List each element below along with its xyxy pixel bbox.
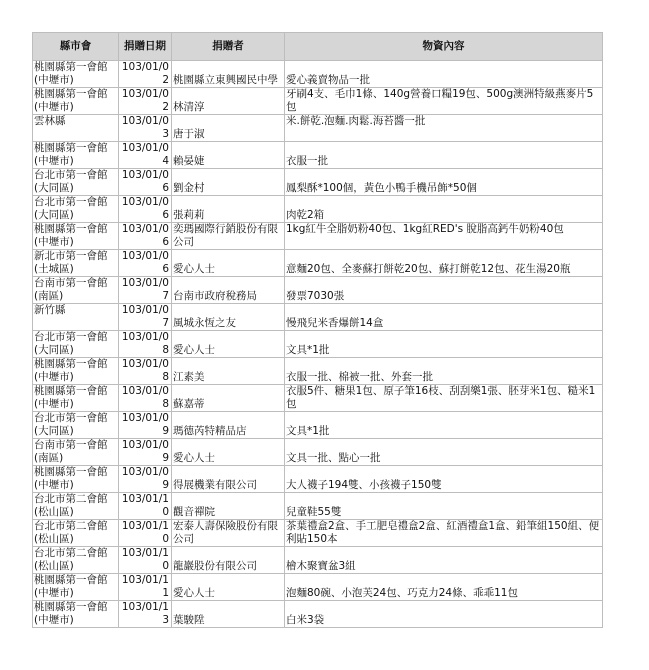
donor-cell: 奕瑪國際行銷股份有限公司 — [172, 223, 285, 250]
table-row — [33, 115, 603, 142]
date-cell: 103/01/07 — [119, 277, 172, 304]
location-cell: 雲林縣 — [33, 115, 119, 142]
location-cell: 桃園縣第一會館 (中壢市) — [33, 601, 119, 628]
date-cell: 103/01/06 — [119, 169, 172, 196]
table-row — [33, 412, 603, 439]
items-cell: 白米3袋 — [285, 601, 603, 628]
items-cell: 文具*1批 — [285, 331, 603, 358]
table-row — [33, 466, 603, 493]
table-row — [33, 250, 603, 277]
location-cell: 新竹縣 — [33, 304, 119, 331]
items-cell: 大人襪子194雙、小孩襪子150雙 — [285, 466, 603, 493]
location-cell: 桃園縣第一會館 (中壢市) — [33, 61, 119, 88]
table-row — [33, 196, 603, 223]
location-cell: 桃園縣第一會館 (中壢市) — [33, 223, 119, 250]
donor-cell: 桃園縣立東興國民中學 — [172, 61, 285, 88]
date-cell: 103/01/06 — [119, 250, 172, 277]
donor-cell: 台南市政府稅務局 — [172, 277, 285, 304]
table-row — [33, 169, 603, 196]
donor-cell: 瑪德芮特精品店 — [172, 412, 285, 439]
table-row — [33, 493, 603, 520]
location-cell: 台北市第一會館 (大同區) — [33, 169, 119, 196]
table-row — [33, 439, 603, 466]
items-cell: 檜木聚寶盆3組 — [285, 547, 603, 574]
location-cell: 台北市第一會館 (大同區) — [33, 196, 119, 223]
header-row — [33, 33, 603, 61]
date-cell: 103/01/11 — [119, 574, 172, 601]
date-cell: 103/01/02 — [119, 61, 172, 88]
date-cell: 103/01/02 — [119, 88, 172, 115]
date-cell: 103/01/06 — [119, 196, 172, 223]
items-cell: 衣服一批 — [285, 142, 603, 169]
donation-table — [32, 32, 603, 628]
items-cell: 1kg紅牛全脂奶粉40包、1kg紅RED's 脫脂高鈣牛奶粉40包 — [285, 223, 603, 250]
table-row — [33, 223, 603, 250]
date-cell: 103/01/09 — [119, 412, 172, 439]
location-cell: 新北市第一會館 (土城區) — [33, 250, 119, 277]
items-cell: 茶葉禮盒2盒、手工肥皂禮盒2盒、紅酒禮盒1盒、鉛筆組150組、便利貼150本 — [285, 520, 603, 547]
header-date: 捐贈日期 — [119, 33, 172, 61]
header-items: 物資內容 — [285, 33, 603, 61]
items-cell: 文具一批、點心一批 — [285, 439, 603, 466]
location-cell: 台北市第二會館 (松山區) — [33, 547, 119, 574]
date-cell: 103/01/08 — [119, 331, 172, 358]
items-cell: 文具*1批 — [285, 412, 603, 439]
donor-cell: 龍巖股份有限公司 — [172, 547, 285, 574]
date-cell: 103/01/09 — [119, 466, 172, 493]
header-location: 縣市會 — [33, 33, 119, 61]
date-cell: 103/01/10 — [119, 520, 172, 547]
date-cell: 103/01/09 — [119, 439, 172, 466]
date-cell: 103/01/10 — [119, 493, 172, 520]
table-row — [33, 574, 603, 601]
donor-cell: 愛心人士 — [172, 250, 285, 277]
items-cell: 發票7030張 — [285, 277, 603, 304]
date-cell: 103/01/06 — [119, 223, 172, 250]
donor-cell: 得展機業有限公司 — [172, 466, 285, 493]
table-row — [33, 88, 603, 115]
donor-cell: 愛心人士 — [172, 331, 285, 358]
table-row — [33, 142, 603, 169]
location-cell: 台南市第一會館 (南區) — [33, 439, 119, 466]
table-row — [33, 520, 603, 547]
items-cell: 肉乾2箱 — [285, 196, 603, 223]
table-row — [33, 304, 603, 331]
table-row — [33, 547, 603, 574]
date-cell: 103/01/07 — [119, 304, 172, 331]
location-cell: 台北市第二會館 (松山區) — [33, 520, 119, 547]
donor-cell: 劉金村 — [172, 169, 285, 196]
date-cell: 103/01/10 — [119, 547, 172, 574]
location-cell: 台北市第一會館 (大同區) — [33, 331, 119, 358]
donor-cell: 林清淳 — [172, 88, 285, 115]
location-cell: 桃園縣第一會館 (中壢市) — [33, 574, 119, 601]
table-row — [33, 61, 603, 88]
location-cell: 桃園縣第一會館 (中壢市) — [33, 358, 119, 385]
donor-cell: 賴晏婕 — [172, 142, 285, 169]
date-cell: 103/01/08 — [119, 385, 172, 412]
donor-cell: 愛心人士 — [172, 439, 285, 466]
date-cell: 103/01/08 — [119, 358, 172, 385]
table-row — [33, 385, 603, 412]
location-cell: 桃園縣第一會館 (中壢市) — [33, 88, 119, 115]
table-row — [33, 331, 603, 358]
items-cell: 意麵20包、全麥蘇打餅乾20包、蘇打餅乾12包、花生湯20瓶 — [285, 250, 603, 277]
donor-cell: 風城永恆之友 — [172, 304, 285, 331]
header-donor: 捐贈者 — [172, 33, 285, 61]
donor-cell: 蘇嘉蒂 — [172, 385, 285, 412]
donor-cell: 觀音禪院 — [172, 493, 285, 520]
location-cell: 台南市第一會館 (南區) — [33, 277, 119, 304]
location-cell: 桃園縣第一會館 (中壢市) — [33, 466, 119, 493]
items-cell: 衣服一批、棉被一批、外套一批 — [285, 358, 603, 385]
location-cell: 台北市第一會館 (大同區) — [33, 412, 119, 439]
donor-cell: 張莉莉 — [172, 196, 285, 223]
items-cell: 慢飛兒米香爆餅14盒 — [285, 304, 603, 331]
donor-cell: 唐于淑 — [172, 115, 285, 142]
date-cell: 103/01/03 — [119, 115, 172, 142]
table-row — [33, 277, 603, 304]
table-row — [33, 601, 603, 628]
table-row — [33, 358, 603, 385]
donor-cell: 江素美 — [172, 358, 285, 385]
donor-cell: 愛心人士 — [172, 574, 285, 601]
date-cell: 103/01/04 — [119, 142, 172, 169]
table-body — [33, 61, 603, 628]
date-cell: 103/01/13 — [119, 601, 172, 628]
items-cell: 兒童鞋55雙 — [285, 493, 603, 520]
location-cell: 桃園縣第一會館 (中壢市) — [33, 385, 119, 412]
donor-cell: 宏泰人壽保險股份有限公司 — [172, 520, 285, 547]
items-cell: 愛心義賣物品一批 — [285, 61, 603, 88]
location-cell: 桃園縣第一會館 (中壢市) — [33, 142, 119, 169]
items-cell: 米.餅乾.泡麵.肉鬆.海苔醬一批 — [285, 115, 603, 142]
items-cell: 衣服5件、糖果1包、原子筆16枝、刮刮樂1張、胚芽米1包、糙米1包 — [285, 385, 603, 412]
donor-cell: 葉駿陞 — [172, 601, 285, 628]
items-cell: 鳳梨酥*100個，黃色小鴨手機吊飾*50個 — [285, 169, 603, 196]
items-cell: 泡麵80碗、小泡芙24包、巧克力24條、乖乖11包 — [285, 574, 603, 601]
items-cell: 牙刷4支、毛巾1條、140g營養口糧19包、500g澳洲特級燕麥片5包 — [285, 88, 603, 115]
location-cell: 台北市第二會館 (松山區) — [33, 493, 119, 520]
